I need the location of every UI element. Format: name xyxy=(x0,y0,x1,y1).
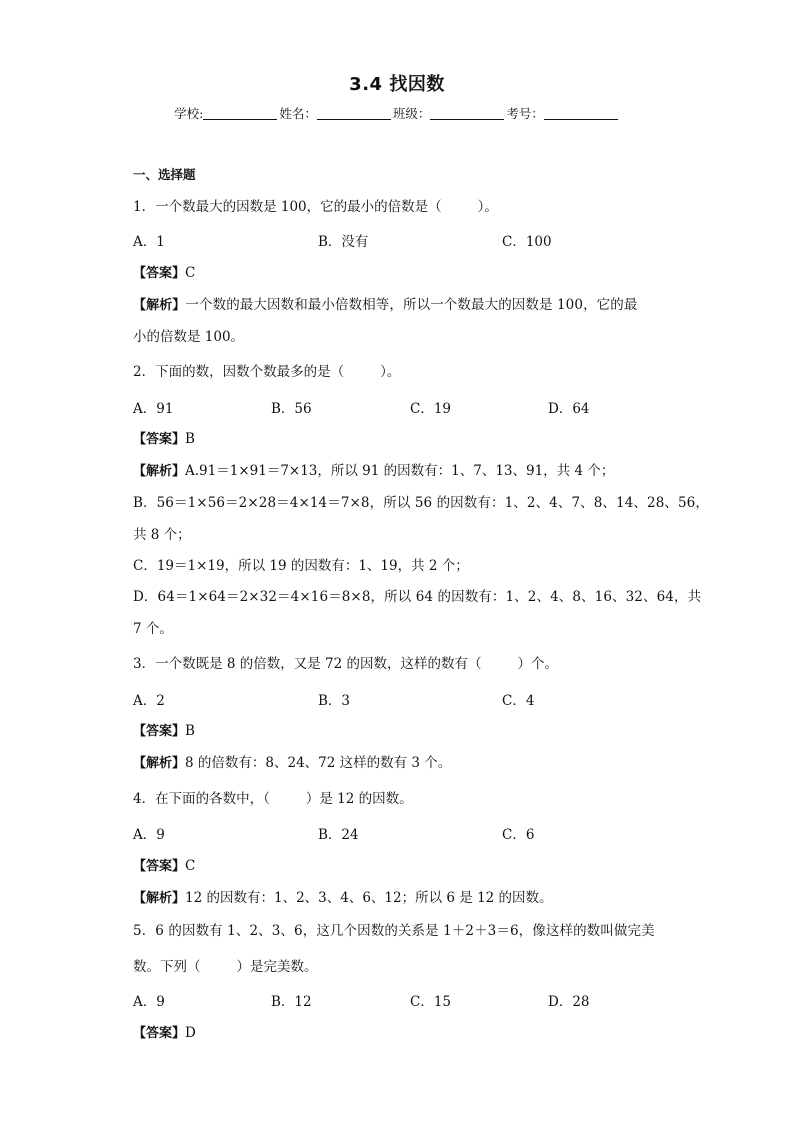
q3-stem-after: ）个。 xyxy=(517,656,559,672)
q3-stem-before: 3．一个数既是 8 的倍数，又是 72 的因数，这样的数有（ xyxy=(133,656,482,672)
q1-analysis-text1: 一个数的最大因数和最小倍数相等，所以一个数最大的因数是 100，它的最 xyxy=(185,297,638,313)
number-blank xyxy=(544,107,618,120)
answer-tag: 【答案】 xyxy=(133,432,186,447)
name-blank xyxy=(317,107,391,120)
name-label: 姓名： xyxy=(279,106,317,121)
q3-option-a: A．2 xyxy=(133,693,165,709)
q1-answer xyxy=(133,264,195,283)
q4-stem xyxy=(133,790,413,808)
q2-stem-before: 2．下面的数，因数个数最多的是（ xyxy=(133,364,345,380)
q5-stem-line2 xyxy=(133,958,318,976)
answer-tag: 【答案】 xyxy=(133,724,186,739)
q4-option-b: B．24 xyxy=(318,827,359,843)
q3-option-c: C．4 xyxy=(502,693,535,709)
q4-analysis-text1: 12 的因数有：1、2、3、4、6、12；所以 6 是 12 的因数。 xyxy=(185,890,553,906)
q5-answer-value: D xyxy=(185,1025,196,1041)
q1-option-a: A．1 xyxy=(133,234,165,250)
q3-stem xyxy=(133,655,558,673)
q4-stem-before: 4．在下面的各数中，（ xyxy=(133,791,270,807)
answer-tag: 【答案】 xyxy=(133,1026,186,1041)
q3-analysis-text1: 8 的倍数有：8、24、72 这样的数有 3 个。 xyxy=(185,755,452,771)
answer-tag: 【答案】 xyxy=(133,266,186,281)
school-blank xyxy=(203,107,277,120)
school-label: 学校: xyxy=(174,106,204,121)
q5-option-b: B．12 xyxy=(271,994,312,1010)
q4-analysis-line1 xyxy=(133,889,553,908)
q2-analysis-line6: 7 个。 xyxy=(133,621,173,637)
q4-answer-value: C xyxy=(185,858,196,874)
q2-analysis-line3: 共 8 个； xyxy=(133,527,191,543)
q3-option-b: B．3 xyxy=(318,693,351,709)
q5-option-a: A．9 xyxy=(133,994,165,1010)
q1-stem-before: 1．一个数最大的因数是 100，它的最小的倍数是（ xyxy=(133,199,442,215)
q2-analysis-line1 xyxy=(133,462,614,481)
q1-answer-value: C xyxy=(185,265,196,281)
analysis-tag: 【解析】 xyxy=(133,756,186,771)
q5-stem-after: ）是完美数。 xyxy=(236,959,318,975)
q1-analysis-line2: 小的倍数是 100。 xyxy=(133,329,245,345)
q1-option-b: B．没有 xyxy=(318,234,369,250)
student-info-row xyxy=(0,104,794,122)
q5-stem-line1: 5．6 的因数有 1、2、3、6，这几个因数的关系是 1＋2＋3＝6，像这样的数叫做完美 xyxy=(133,923,655,939)
q2-analysis-line2: B．56＝1×56＝2×28＝4×14＝7×8，所以 56 的因数有：1、2、4、7、8、14、28、56， xyxy=(133,495,709,511)
q1-analysis-line1 xyxy=(133,296,637,315)
number-label: 考号： xyxy=(506,106,544,121)
q3-answer-value: B xyxy=(185,723,195,739)
q1-option-c: C．100 xyxy=(502,234,552,250)
name-field xyxy=(279,104,393,122)
q4-option-c: C．6 xyxy=(502,827,535,843)
number-field xyxy=(506,104,620,122)
q1-stem-after: ）。 xyxy=(477,199,498,215)
q2-option-b: B．56 xyxy=(271,401,312,417)
answer-tag: 【答案】 xyxy=(133,859,186,874)
q3-analysis-line1 xyxy=(133,754,451,773)
q2-analysis-line4: C．19＝1×19，所以 19 的因数有：1、19，共 2 个； xyxy=(133,558,469,574)
page-title: 3.4 找因数 xyxy=(349,74,445,95)
q5-option-c: C．15 xyxy=(410,994,452,1010)
q5-stem-before: 数。下列（ xyxy=(133,959,201,975)
q2-analysis-line5: D．64＝1×64＝2×32＝4×16＝8×8，所以 64 的因数有：1、2、4、8、16、32、64，共 xyxy=(133,589,702,605)
q2-option-c: C．19 xyxy=(410,401,452,417)
class-label: 班级： xyxy=(392,106,431,121)
analysis-tag: 【解析】 xyxy=(133,464,186,479)
q4-option-a: A．9 xyxy=(133,827,165,843)
school-field xyxy=(174,104,279,122)
class-field xyxy=(393,104,507,122)
q5-option-d: D．28 xyxy=(548,994,590,1010)
q1-stem xyxy=(133,198,498,216)
analysis-tag: 【解析】 xyxy=(133,891,186,906)
q2-option-a: A．91 xyxy=(133,401,174,417)
q3-answer xyxy=(133,722,195,741)
q2-stem xyxy=(133,363,400,381)
q2-answer-value: B xyxy=(185,431,195,447)
q2-answer xyxy=(133,430,195,449)
analysis-tag: 【解析】 xyxy=(133,298,186,313)
q5-answer xyxy=(133,1024,196,1043)
class-blank xyxy=(430,107,504,120)
q4-stem-after: ）是 12 的因数。 xyxy=(305,791,413,807)
q2-analysis-text1: A.91＝1×91＝7×13，所以 91 的因数有：1、7、13、91，共 4 个； xyxy=(185,463,615,479)
section-title: 一、选择题 xyxy=(133,167,196,182)
q2-stem-after: ）。 xyxy=(380,364,401,380)
q2-option-d: D．64 xyxy=(548,401,590,417)
q4-answer xyxy=(133,857,195,876)
